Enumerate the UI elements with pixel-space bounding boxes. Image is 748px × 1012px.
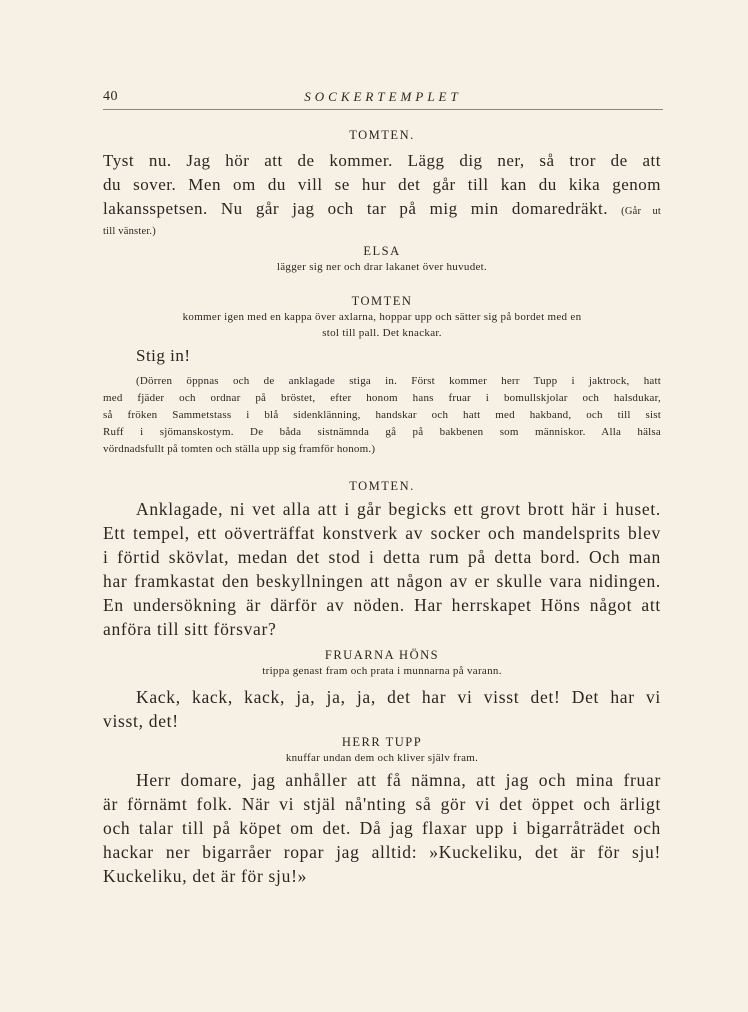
speech-line: hackar ner bigarråer ropar jag alltid: »Kuckeliku, det är för sju! (103, 842, 661, 862)
speaker-name: TOMTEN. (349, 128, 415, 142)
speech-fruarna-hons (103, 685, 661, 733)
section-herr-tupp (103, 734, 661, 766)
speech-tomten-2 (103, 344, 661, 368)
speech-line: Tyst nu. Jag hör att de kommer. Lägg dig ner, så tror de att (103, 151, 661, 170)
stage-line: vördnadsfullt på tomten och ställa upp sig framför honom.) (103, 443, 376, 455)
speech-line: och talar till på köpet om det. Då jag flaxar upp i bigarråträdet och (103, 818, 661, 838)
stage-direction-paragraph (103, 373, 661, 458)
page-header (103, 89, 663, 110)
stage-direction: lägger sig ner och drar lakanet över huvudet. (276, 261, 488, 273)
speech-line: visst, det! (103, 711, 179, 731)
speech-line: Ett tempel, ett oöverträffat konstverk av socker och mandelsprits blev (103, 523, 661, 543)
speaker-name: FRUARNA HÖNS (324, 648, 440, 662)
section-tomten-3 (103, 478, 661, 494)
speech-line (103, 197, 661, 224)
section-elsa (103, 243, 661, 275)
speech-line: anföra till sitt försvar? (103, 619, 277, 639)
section-tomten-1 (103, 127, 661, 143)
speech-line: Stig in! (136, 346, 191, 365)
speaker-name: TOMTEN. (349, 479, 415, 493)
speech-line: har framkastat den beskyllningen att någon av er skulle vara nidingen. (103, 571, 661, 591)
speaker-name: ELSA (363, 244, 401, 258)
stage-direction-continuation: till vänster.) (103, 226, 156, 237)
stage-direction: knuffar undan dem och kliver själv fram. (285, 752, 479, 764)
speech-line: är förnämt folk. När vi stjäl nå'nting så gör vi det öppet och ärligt (103, 794, 661, 814)
speech-herr-tupp (103, 768, 661, 888)
stage-direction: stol till pall. Det knackar. (322, 327, 442, 339)
section-tomten-2 (103, 293, 661, 341)
running-title: SOCKERTEMPLET (304, 89, 462, 104)
speech-line: du sover. Men om du vill se hur det går till kan du kika genom (103, 175, 661, 194)
inline-stage-direction: (Går ut (621, 206, 662, 217)
speaker-name: TOMTEN (351, 294, 413, 308)
speech-line-text: lakansspetsen. Nu går jag och tar på mig min domaredräkt. (103, 199, 608, 218)
speech-line: Herr domare, jag anhåller att få nämna, att jag och mina fruar (136, 770, 661, 790)
stage-line: (Dörren öppnas och de anklagade stiga in. Först kommer herr Tupp i jaktrock, hatt (136, 375, 661, 387)
page-number: 40 (103, 89, 118, 104)
speaker-name: HERR TUPP (341, 735, 423, 749)
speech-tomten-1 (103, 149, 661, 240)
stage-line: med fjäder och ordnar på bröstet, efter honom hans fruar i bomullskjolar och halsdukar, (103, 392, 661, 404)
speech-line: Kack, kack, kack, ja, ja, ja, det har vi visst det! Det har vi (136, 687, 661, 707)
speech-line: Kuckeliku, det är för sju!» (103, 866, 308, 886)
stage-direction: kommer igen med en kappa över axlarna, hoppar upp och sätter sig på bordet med en (182, 311, 582, 323)
stage-line: Ruff i sjömanskostym. De båda sistnämnda gå på bakbenen som människor. Alla hälsa (103, 426, 661, 438)
stage-direction: trippa genast fram och prata i munnarna på varann. (262, 665, 502, 677)
speech-tomten-3 (103, 497, 661, 641)
section-fruarna-hons (103, 647, 661, 679)
speech-line: Anklagade, ni vet alla att i går begicks ett grovt brott här i huset. (136, 499, 661, 519)
speech-line: i förtid skövlat, medan det stod i detta rum på detta bord. Och man (103, 547, 661, 567)
speech-line: En undersökning är därför av nöden. Har herrskapet Höns något att (103, 595, 661, 615)
stage-line: så fröken Sammetstass i blå sidenklänning, handskar och hatt med hakband, och till sist (103, 409, 661, 421)
